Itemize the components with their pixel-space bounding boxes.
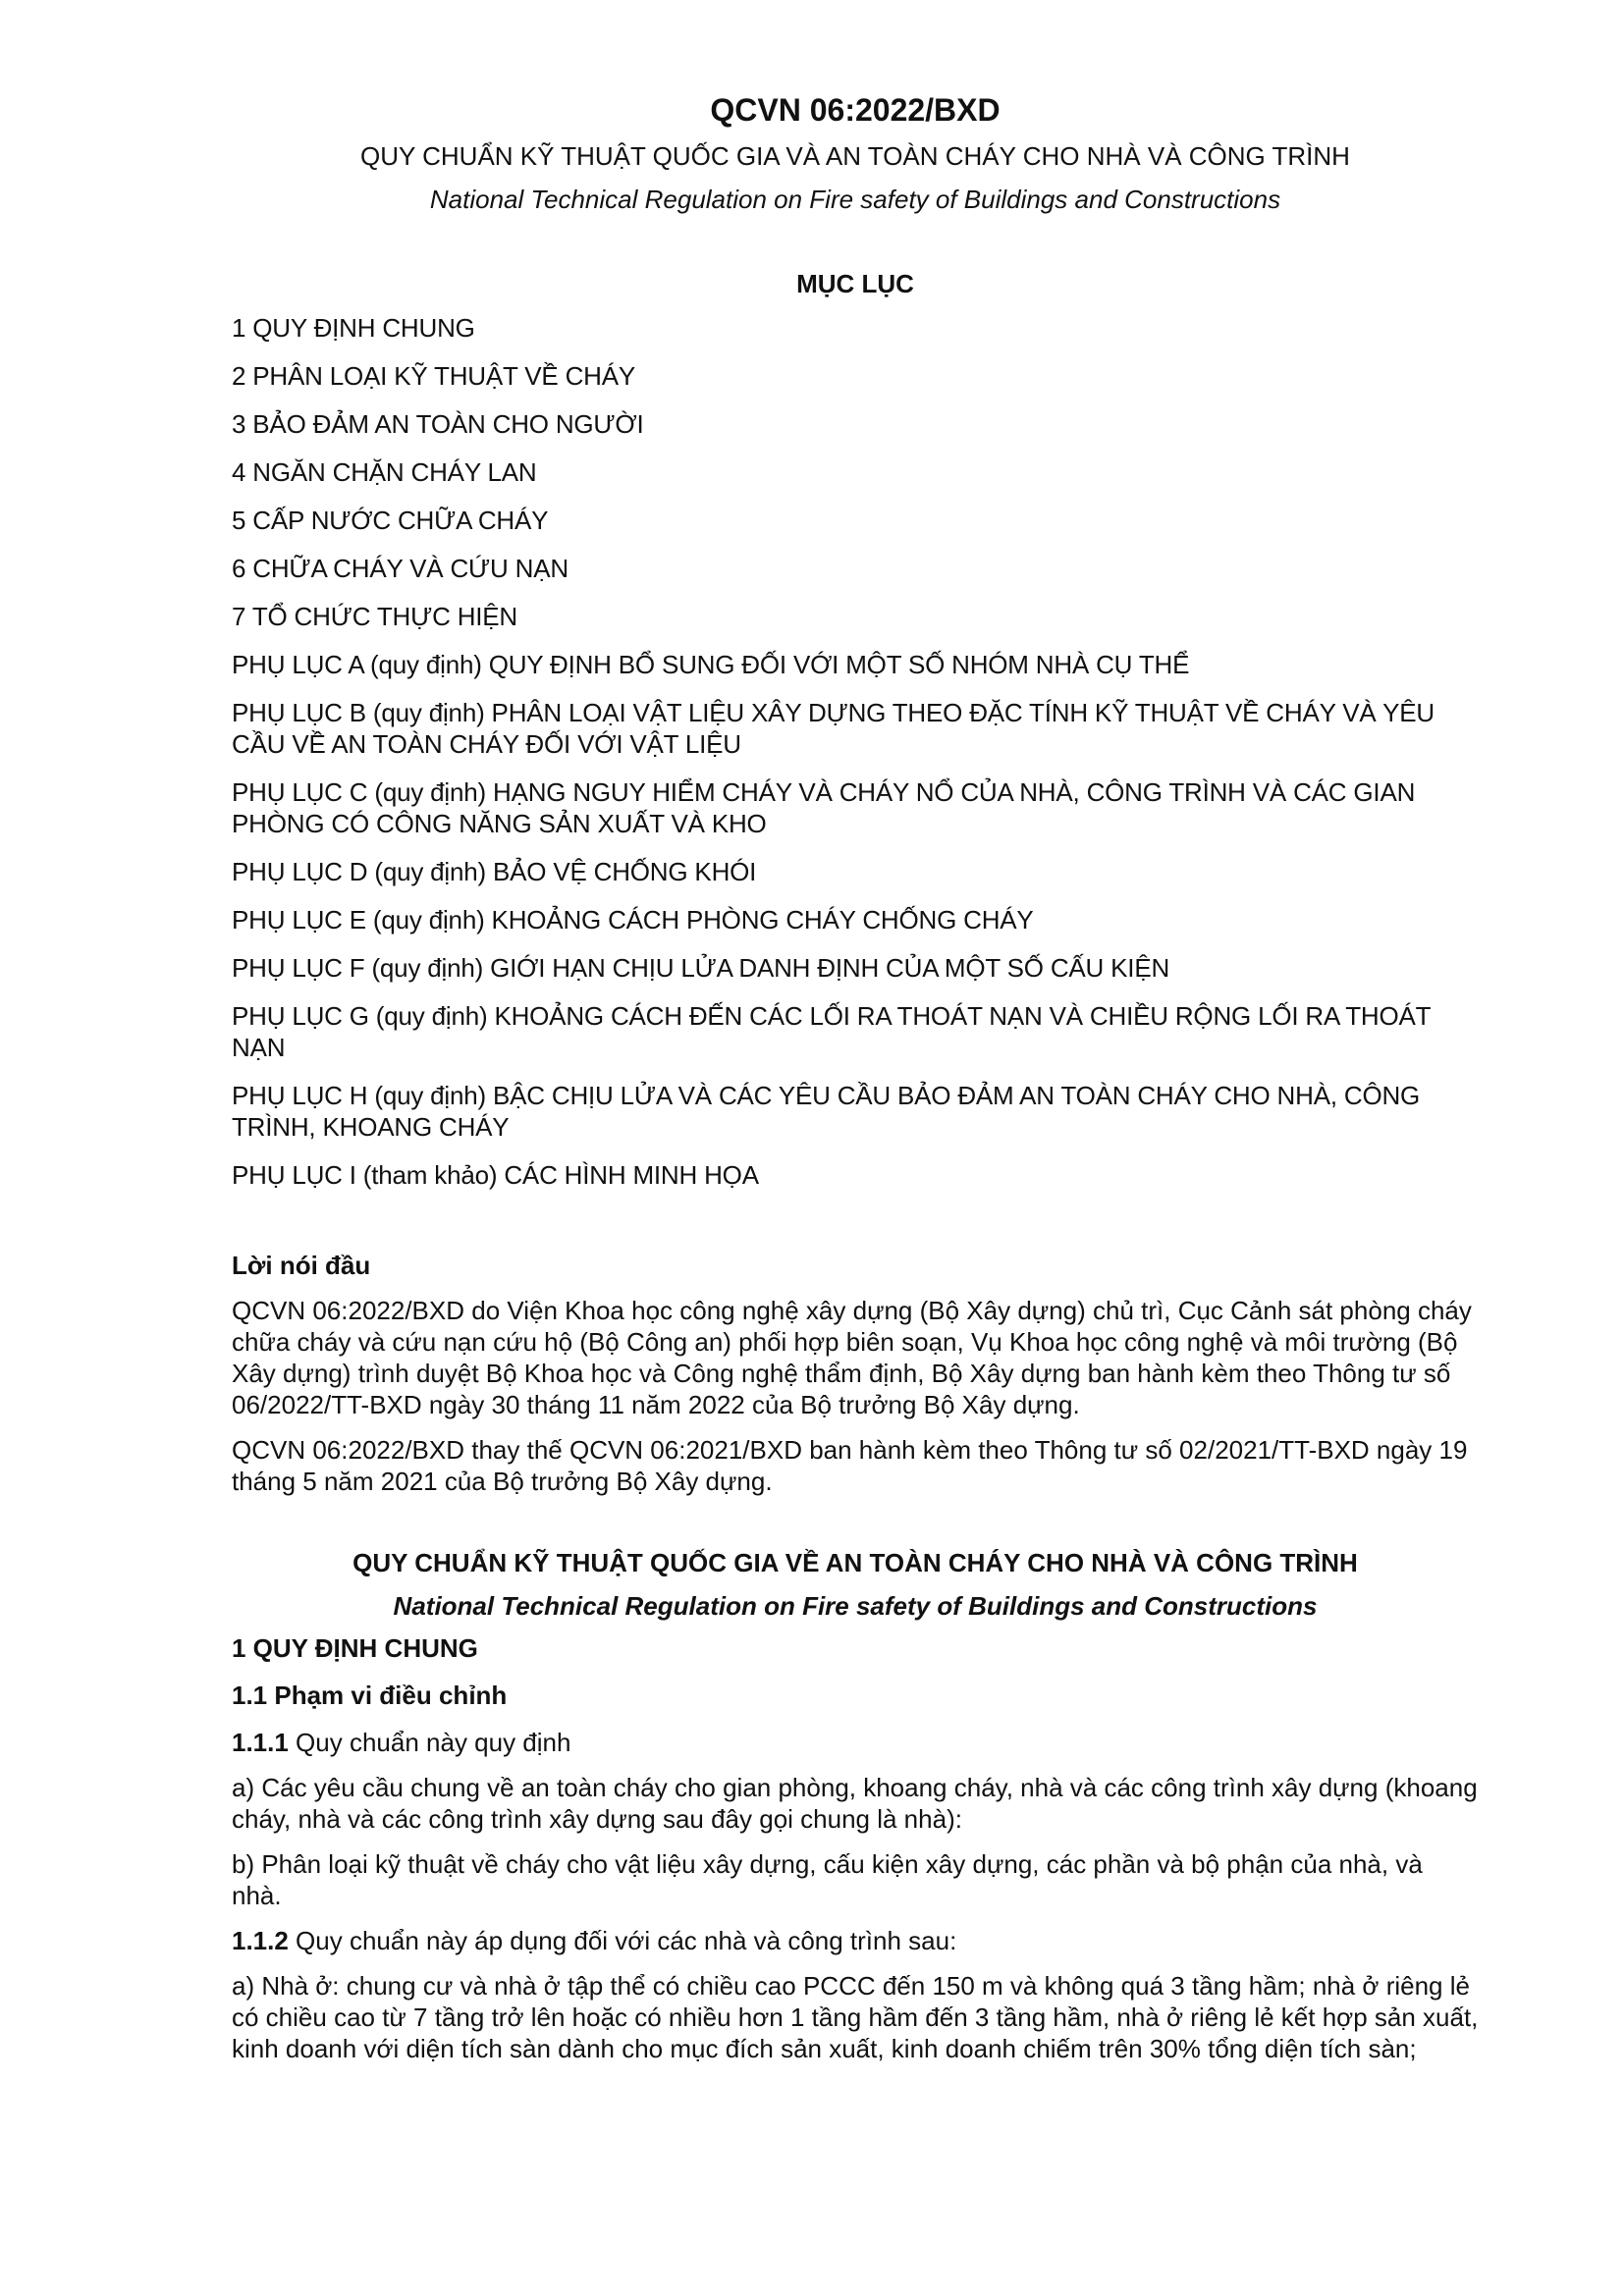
clause-text: Quy chuẩn này quy định (288, 1728, 571, 1757)
body-title-vi: QUY CHUẨN KỸ THUẬT QUỐC GIA VỀ AN TOÀN CHÁY CHO NHÀ VÀ CÔNG TRÌNH (352, 1548, 1358, 1577)
clause-item: a) Nhà ở: chung cư và nhà ở tập thể có chiều cao PCCC đến 150 m và không quá 3 tầng hầm; nhà ở riêng lẻ có chiều cao từ 7 tầng trở lên hoặc có nhiều hơn 1 tầng hầm đến 3 tầng hầm, nhà ở riêng lẻ kết hợp sản xuất, kinh doanh với diện tích sàn dành cho mục đích sản xuất, kinh doanh chiếm trên 30% tổng diện tích sàn; (232, 1971, 1479, 2063)
toc-heading: MỤC LỤC (796, 269, 914, 298)
section-heading: 1 QUY ĐỊNH CHUNG (232, 1633, 478, 1663)
toc-item[interactable]: PHỤ LỤC B (quy định) PHÂN LOẠI VẬT LIỆU XÂY DỰNG THEO ĐẶC TÍNH KỸ THUẬT VỀ CHÁY VÀ YÊU CẦU VỀ AN TOÀN CHÁY ĐỐI VỚI VẬT LIỆU (232, 698, 1435, 759)
table-of-contents (232, 312, 1479, 1191)
toc-item[interactable]: PHỤ LỤC A (quy định) QUY ĐỊNH BỔ SUNG ĐỐI VỚI MỘT SỐ NHÓM NHÀ CỤ THỂ (232, 650, 1190, 679)
clause-text: Quy chuẩn này áp dụng đối với các nhà và công trình sau: (288, 1926, 957, 1955)
toc-item[interactable]: 2 PHÂN LOẠI KỸ THUẬT VỀ CHÁY (232, 361, 636, 391)
toc-item[interactable]: 5 CẤP NƯỚC CHỮA CHÁY (232, 506, 549, 535)
toc-item[interactable]: PHỤ LỤC D (quy định) BẢO VỆ CHỐNG KHÓI (232, 857, 757, 886)
clause-number: 1.1.1 (232, 1728, 289, 1757)
clause-1-1-2 (232, 1925, 1479, 1956)
document-title-vi: QUY CHUẨN KỸ THUẬT QUỐC GIA VÀ AN TOÀN CHÁY CHO NHÀ VÀ CÔNG TRÌNH (360, 141, 1350, 171)
document-code: QCVN 06:2022/BXD (710, 92, 1001, 128)
subsection-heading: 1.1 Phạm vi điều chỉnh (232, 1681, 508, 1710)
toc-item[interactable]: 3 BẢO ĐẢM AN TOÀN CHO NGƯỜI (232, 409, 644, 439)
toc-item[interactable]: 4 NGĂN CHẶN CHÁY LAN (232, 457, 537, 487)
toc-item[interactable]: 6 CHỮA CHÁY VÀ CỨU NẠN (232, 554, 568, 583)
toc-item[interactable]: PHỤ LỤC F (quy định) GIỚI HẠN CHỊU LỬA DANH ĐỊNH CỦA MỘT SỐ CẤU KIỆN (232, 953, 1170, 983)
toc-item[interactable]: PHỤ LỤC E (quy định) KHOẢNG CÁCH PHÒNG CHÁY CHỐNG CHÁY (232, 905, 1034, 934)
toc-item[interactable]: 1 QUY ĐỊNH CHUNG (232, 313, 475, 343)
toc-item[interactable]: PHỤ LỤC H (quy định) BẬC CHỊU LỬA VÀ CÁC YÊU CẦU BẢO ĐẢM AN TOÀN CHÁY CHO NHÀ, CÔNG TRÌNH, KHOANG CHÁY (232, 1081, 1421, 1142)
document-title-en: National Technical Regulation on Fire safety of Buildings and Constructions (429, 185, 1281, 214)
document-page (232, 90, 1479, 2078)
clause-item: b) Phân loại kỹ thuật về cháy cho vật liệu xây dựng, cấu kiện xây dựng, các phần và bộ phận của nhà, và nhà. (232, 1849, 1423, 1910)
clause-1-1-1 (232, 1727, 1479, 1758)
clause-item: a) Các yêu cầu chung về an toàn cháy cho gian phòng, khoang cháy, nhà và các công trình xây dựng (khoang cháy, nhà và các công trình xây dựng sau đây gọi chung là nhà): (232, 1773, 1478, 1834)
foreword-paragraph: QCVN 06:2022/BXD thay thế QCVN 06:2021/BXD ban hành kèm theo Thông tư số 02/2021/TT-BXD ngày 19 tháng 5 năm 2021 của Bộ trưởng Bộ Xây dựng. (232, 1435, 1468, 1496)
toc-item[interactable]: PHỤ LỤC I (tham khảo) CÁC HÌNH MINH HỌA (232, 1160, 759, 1190)
foreword-heading: Lời nói đầu (232, 1251, 371, 1280)
clause-number: 1.1.2 (232, 1926, 289, 1955)
toc-item[interactable]: PHỤ LỤC G (quy định) KHOẢNG CÁCH ĐẾN CÁC LỐI RA THOÁT NẠN VÀ CHIỀU RỘNG LỐI RA THOÁT NẠN (232, 1001, 1431, 1062)
foreword-paragraph: QCVN 06:2022/BXD do Viện Khoa học công nghệ xây dựng (Bộ Xây dựng) chủ trì, Cục Cảnh sát phòng cháy chữa cháy và cứu nạn cứu hộ (Bộ Công an) phối hợp biên soạn, Vụ Khoa học công nghệ và môi trường (Bộ Xây dựng) trình duyệt Bộ Khoa học và Công nghệ thẩm định, Bộ Xây dựng ban hành kèm theo Thông tư số 06/2022/TT-BXD ngày 30 tháng 11 năm 2022 của Bộ trưởng Bộ Xây dựng. (232, 1296, 1472, 1419)
toc-item[interactable]: PHỤ LỤC C (quy định) HẠNG NGUY HIỂM CHÁY VÀ CHÁY NỔ CỦA NHÀ, CÔNG TRÌNH VÀ CÁC GIAN PHÒNG CÓ CÔNG NĂNG SẢN XUẤT VÀ KHO (232, 777, 1416, 838)
toc-item[interactable]: 7 TỔ CHỨC THỰC HIỆN (232, 602, 518, 631)
body-title-en: National Technical Regulation on Fire safety of Buildings and Constructions (393, 1591, 1318, 1621)
